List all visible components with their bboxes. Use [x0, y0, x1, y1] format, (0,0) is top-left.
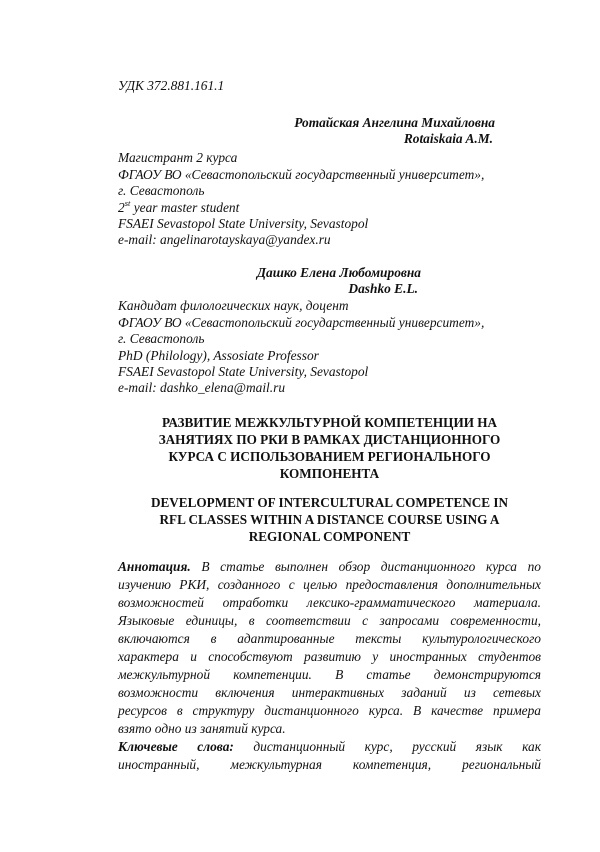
abstract-line-4: Языковые единицы, в соответствии с запросами современности,: [118, 613, 541, 628]
abstract-first-line-rest: В статье выполнен обзор дистанционного курса по: [190, 559, 541, 574]
abstract-line-1: [118, 559, 541, 575]
author1-name-en: Rotaiskaia A.M.: [403, 131, 493, 146]
title-en-line-2: RFL CLASSES WITHIN A DISTANCE COURSE USING A: [159, 512, 500, 527]
author1-position-en: [118, 197, 541, 216]
keywords-line-2: иностранный, межкультурная компетенция, региональный: [118, 757, 541, 772]
title-en-line-3: REGIONAL COMPONENT: [248, 529, 411, 544]
author2-position-en: PhD (Philology), Assosiate Professor: [118, 348, 319, 363]
author1-position-ru: Магистрант 2 курса: [118, 150, 238, 165]
keywords-first-line-rest: дистанционный курс, русский язык как: [233, 739, 541, 754]
author2-affiliation-en: FSAEI Sevastopol State University, Sevastopol: [118, 364, 369, 379]
author1-affiliation-ru-2: г. Севастополь: [118, 183, 205, 198]
title-ru-line-4: КОМПОНЕНТА: [279, 466, 380, 481]
author1-email: e-mail: angelinarotayskaya@yandex.ru: [118, 232, 331, 247]
title-ru-line-1: РАЗВИТИЕ МЕЖКУЛЬТУРНОЙ КОМПЕТЕНЦИИ НА: [161, 415, 498, 430]
author2-position-ru: Кандидат филологических наук, доцент: [118, 298, 349, 313]
author2-affiliation-ru-1: ФГАОУ ВО «Севастопольский государственный университет»,: [118, 315, 485, 330]
author1-position-en-num: 2: [118, 200, 125, 215]
abstract-line-9: ресурсов в структуру дистанционного курса. В качестве примера: [118, 703, 541, 718]
keywords-label: Ключевые слова:: [118, 739, 234, 754]
author1-name-ru: Ротайская Ангелина Михайловна: [294, 115, 495, 130]
author2-email: e-mail: dashko_elena@mail.ru: [118, 380, 286, 395]
author1-position-en-sup: st: [124, 197, 131, 208]
document-page: [118, 0, 541, 852]
abstract-line-5: включаются в адаптированные тексты культурологического: [118, 631, 541, 646]
abstract-label: Аннотация.: [118, 559, 191, 574]
udc-code: УДК 372.881.161.1: [118, 78, 225, 93]
abstract-line-3: возможностей отработки лексико-грамматического материала.: [118, 595, 541, 610]
title-en-line-1: DEVELOPMENT OF INTERCULTURAL COMPETENCE IN: [150, 495, 509, 510]
abstract-last-line: взято одно из занятий курса.: [118, 721, 286, 736]
author1-affiliation-en: FSAEI Sevastopol State University, Sevastopol: [118, 216, 369, 231]
keywords-line-1: [118, 739, 541, 755]
author1-position-en-rest: year master student: [130, 200, 240, 215]
abstract-line-6: характера и способствуют развитию у иностранных студентов: [118, 649, 541, 664]
author2-affiliation-ru-2: г. Севастополь: [118, 331, 205, 346]
abstract-line-2: изучению РКИ, созданного с целью предоставления дополнительных: [118, 577, 541, 592]
author1-affiliation-ru-1: ФГАОУ ВО «Севастопольский государственный университет»,: [118, 167, 485, 182]
abstract-line-7: межкультурной компетенции. В статье демонстрируются: [118, 667, 541, 682]
title-ru-line-3: КУРСА С ИСПОЛЬЗОВАНИЕМ РЕГИОНАЛЬНОГО: [168, 449, 491, 464]
abstract-line-8: возможности включения интерактивных заданий из сетевых: [118, 685, 541, 700]
author2-name-ru: Дашко Елена Любомировна: [256, 265, 421, 280]
title-ru-line-2: ЗАНЯТИЯХ ПО РКИ В РАМКАХ ДИСТАНЦИОННОГО: [158, 432, 501, 447]
author2-name-en: Dashko E.L.: [348, 281, 418, 296]
